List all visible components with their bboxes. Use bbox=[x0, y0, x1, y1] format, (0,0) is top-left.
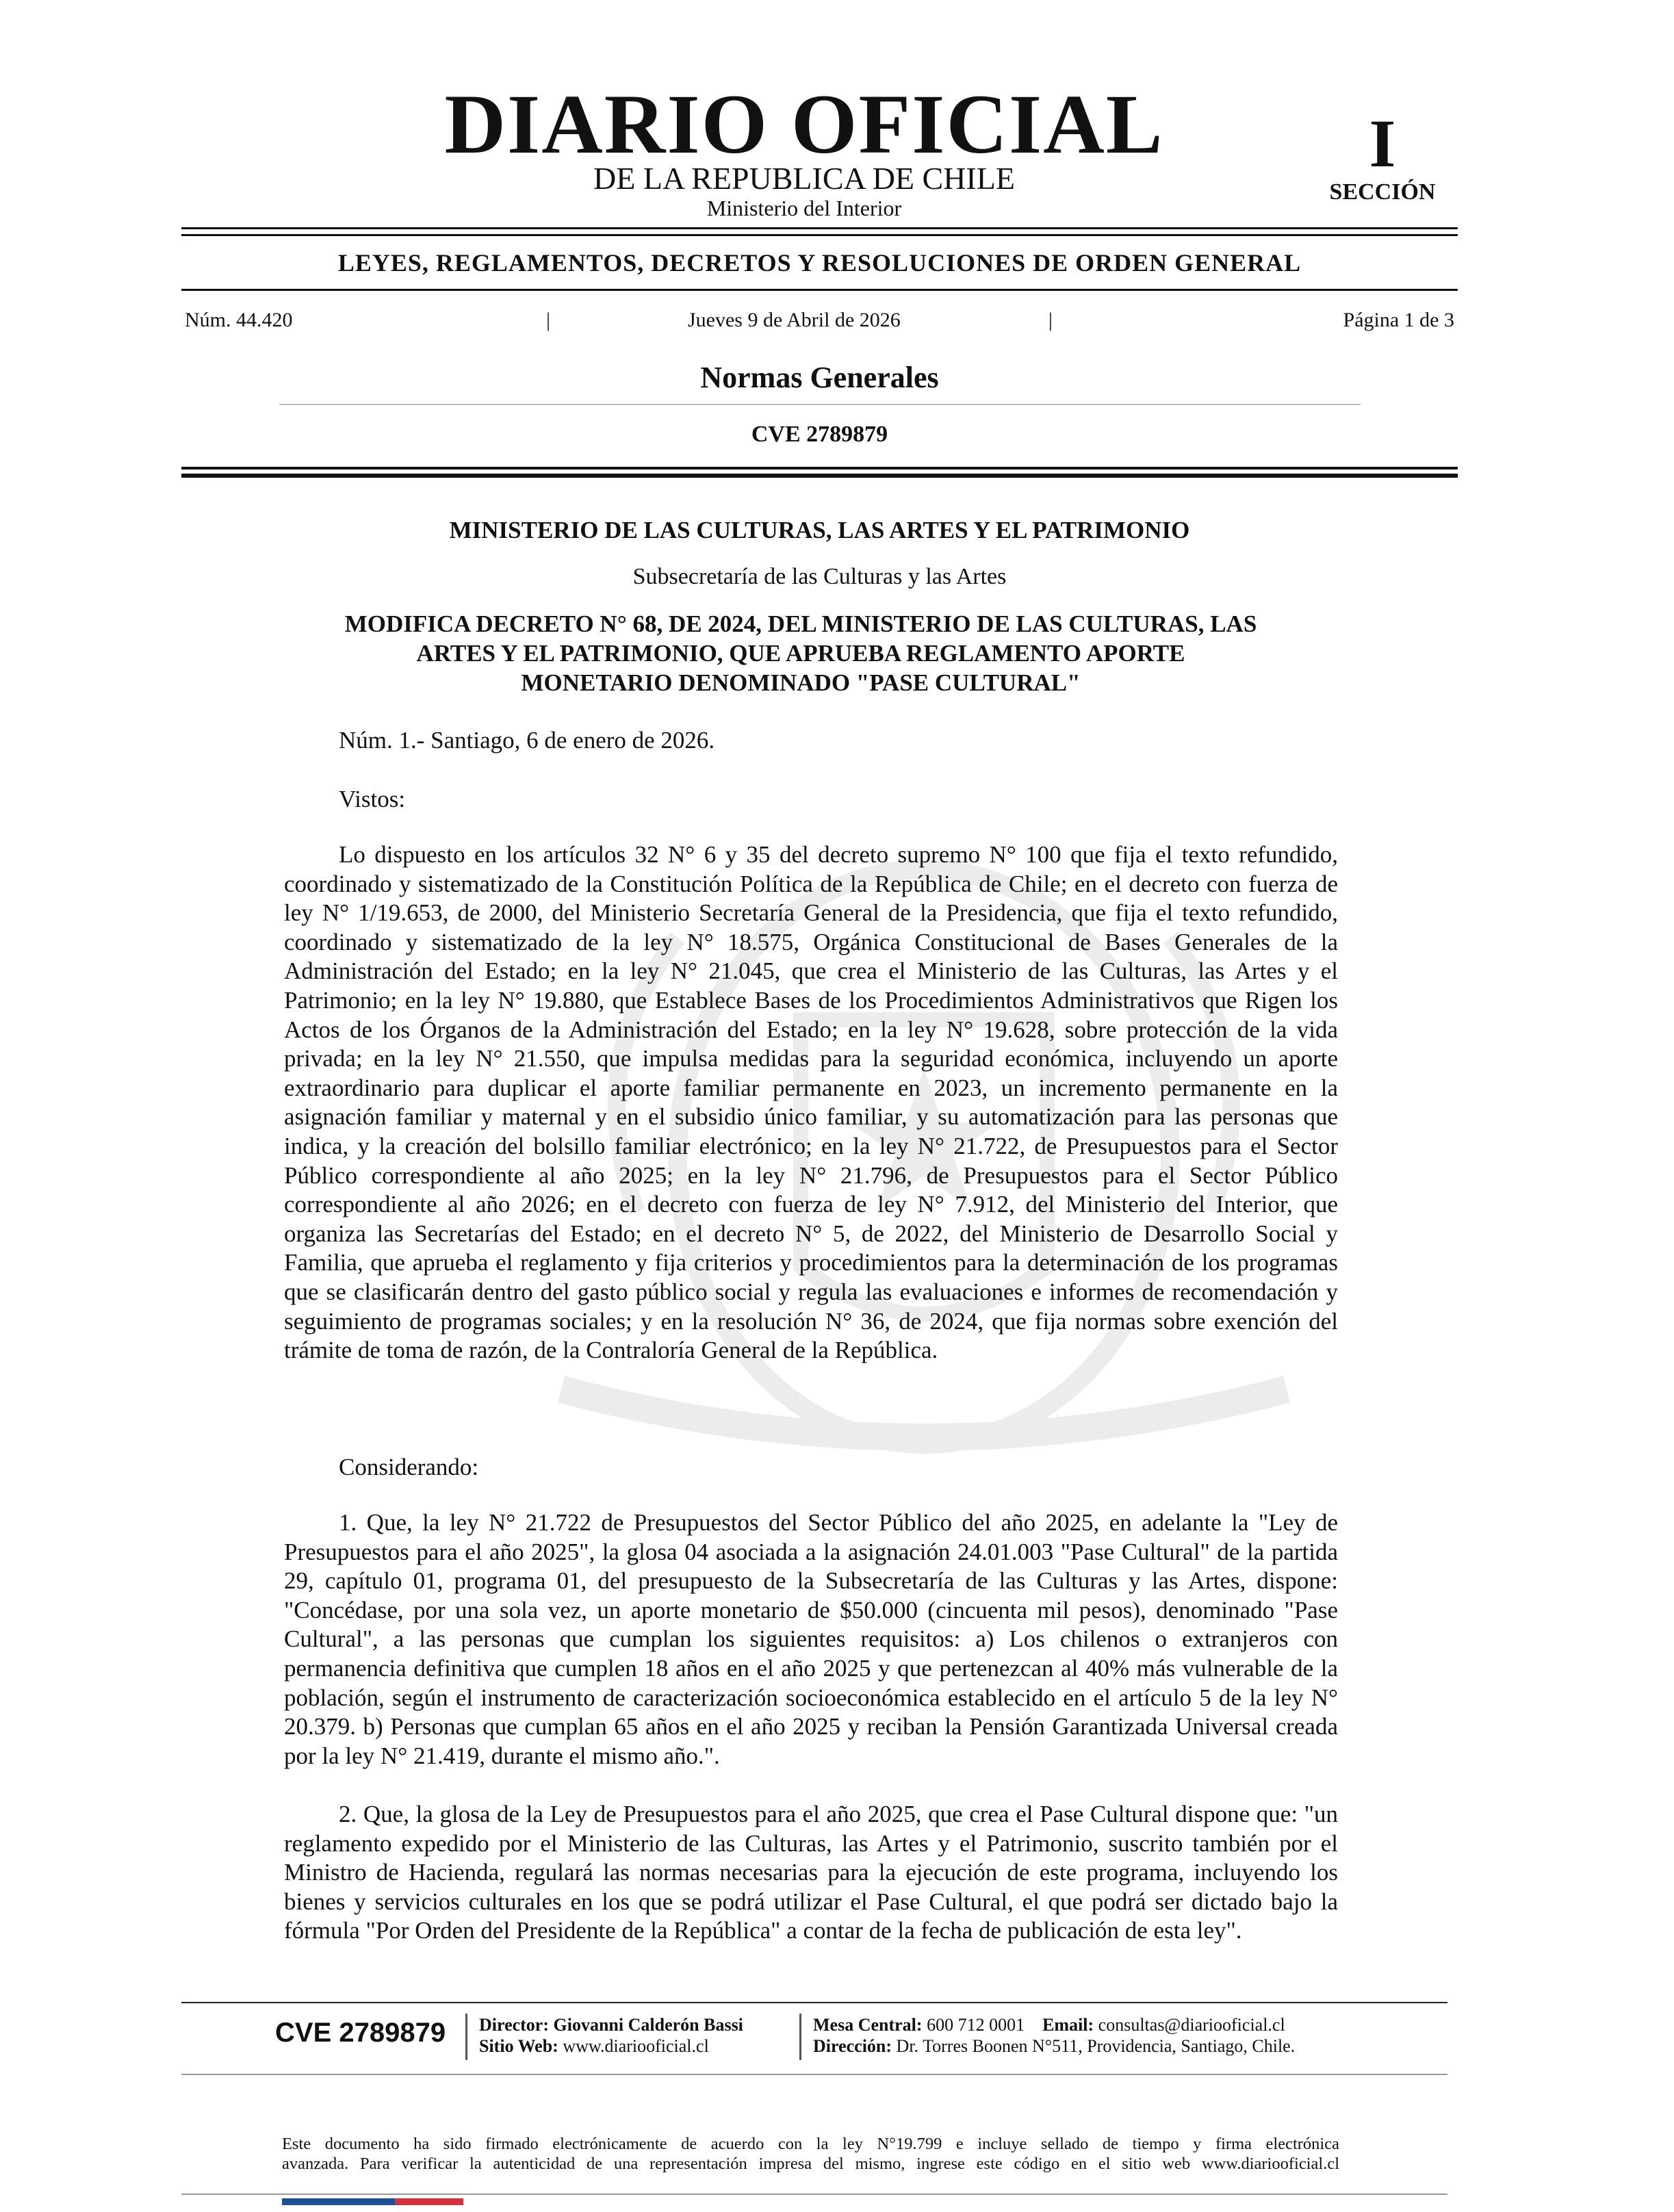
masthead-subtitle: DE LA REPUBLICA DE CHILE bbox=[593, 161, 1015, 196]
vistos-label: Vistos: bbox=[339, 786, 406, 812]
considerando-paragraph-1: 1. Que, la ley N° 21.722 de Presupuestos del Sector Público del año 2025, en adelante la "Ley de Presupuestos para el año 2025", la glosa 04 asociada a la asignación 24.01.003 "Pase Cultural" de la partida 29, capítulo 01, programa 01, del presupuesto de la Subsecretaría de las Culturas y las Artes, dispone: "Concédase, por una sola vez, un aporte monetario de $50.000 (cincuenta mil pesos), denominado "Pase Cultural", a las personas que cumplan los siguientes requisitos: a) Los chilenos o extranjeros con permanencia definitiva que cumplen 18 años en el año 2025 y que pertenezcan al 40% más vulnerable de la población, según el instrumento de caracterización socioeconómica establecido en el artículo 5 de la ley N° 20.379. b) Personas que cumplan 65 años en el año 2025 y reciban la Pensión Garantizada Universal creada por la ley N° 21.419, durante el mismo año.". bbox=[284, 1509, 1338, 1769]
flag-stripe-red bbox=[395, 2198, 463, 2205]
masthead-rule-top bbox=[181, 227, 1458, 229]
sitio-label: Sitio Web: bbox=[479, 2036, 558, 2056]
direccion-label: Dirección: bbox=[813, 2036, 892, 2056]
issue-number: Núm. 44.420 bbox=[185, 309, 293, 331]
sitio-value[interactable]: www.diariooficial.cl bbox=[563, 2036, 709, 2056]
footer-rule-top bbox=[181, 2002, 1447, 2003]
footer-cve-code: CVE 2789879 bbox=[275, 2018, 446, 2048]
document-title bbox=[260, 609, 1341, 697]
considerando-label: Considerando: bbox=[339, 1454, 479, 1480]
mesa-label: Mesa Central: bbox=[813, 2015, 923, 2035]
footer-rule-bottom bbox=[181, 2194, 1447, 2195]
issue-info-row bbox=[185, 307, 1454, 334]
considerando-paragraph-2: 2. Que, la glosa de la Ley de Presupuestos para el año 2025, que crea el Pase Cultural dispone que: "un reglamento expedido por el Ministerio de las Culturas, las Artes y el Patrimonio, suscrito también por el Ministro de Hacienda, regulará las normas necesarias para la ejecución de este programa, incluyendo los bienes y servicios culturales en los que se podrá utilizar el Pase Cultural, el que podrá ser dictado bajo la fórmula "Por Orden del Presidente de la República" a contar de la fecha de publicación de esta ley". bbox=[284, 1801, 1338, 1944]
direccion-value: Dr. Torres Boonen N°511, Providencia, Santiago, Chile. bbox=[896, 2036, 1296, 2056]
header-rule-top bbox=[181, 467, 1458, 470]
masthead-title: DIARIO OFICIAL bbox=[444, 77, 1164, 171]
footer-contact-block bbox=[813, 2014, 1295, 2057]
subsecretaria: Subsecretaría de las Culturas y las Artes bbox=[632, 564, 1007, 589]
issue-separator-1: | bbox=[546, 309, 551, 331]
decree-number-line: Núm. 1.- Santiago, 6 de enero de 2026. bbox=[339, 727, 715, 754]
mesa-value: 600 712 0001 bbox=[927, 2015, 1025, 2035]
footer-separator-2 bbox=[799, 2014, 801, 2060]
document-title-line: ARTES Y EL PATRIMONIO, QUE APRUEBA REGLAMENTO APORTE bbox=[416, 640, 1185, 667]
legal-notice-line-2: avanzada. Para verificar la autenticidad de una representación impresa del mismo, ingrese este código en el sitio web www.diariooficial.cl bbox=[282, 2155, 1339, 2173]
document-title-line: MODIFICA DECRETO N° 68, DE 2024, DEL MINISTERIO DE LAS CULTURAS, LAS bbox=[344, 610, 1257, 637]
section-title: Normas Generales bbox=[700, 361, 939, 394]
flag-stripe-blue bbox=[282, 2198, 395, 2205]
legal-notice bbox=[282, 2134, 1339, 2174]
section-label: SECCIÓN bbox=[1329, 179, 1436, 205]
email-label: Email: bbox=[1042, 2015, 1094, 2035]
footer-separator-1 bbox=[465, 2014, 467, 2060]
section-number: I bbox=[1369, 105, 1396, 181]
masthead-rule-bottom bbox=[181, 234, 1458, 236]
document-title-line: MONETARIO DENOMINADO "PASE CULTURAL" bbox=[521, 669, 1081, 696]
page-indicator: Página 1 de 3 bbox=[1343, 309, 1454, 331]
category-rule bbox=[181, 289, 1458, 291]
vistos-paragraph: Lo dispuesto en los artículos 32 N° 6 y 35 del decreto supremo N° 100 que fija el texto refundido, coordinado y sistematizado de la Constitución Política de la República de Chile; en el decreto con fuerza de ley N° 1/19.653, de 2000, del Ministerio Secretaría General de la Presidencia, que fija el texto refundido, coordinado y sistematizado de la ley N° 18.575, Orgánica Constitucional de Bases Generales de la Administración del Estado; en la ley N° 21.045, que crea el Ministerio de las Culturas, las Artes y el Patrimonio; en la ley N° 19.880, que Establece Bases de los Procedimientos Administrativos que Rigen los Actos de los Órganos de la Administración del Estado; en la ley N° 19.628, sobre protección de la vida privada; en la ley N° 21.550, que impulsa medidas para la seguridad económica, incluyendo un aporte extraordinario para duplicar el aporte familiar permanente en 2023, un incremento permanente en la asignación familiar y maternal y en el subsidio único familiar, y su automatización para las personas que indica, y la creación del bolsillo familiar electrónico; en la ley N° 21.722, de Presupuestos para el Sector Público correspondiente al año 2025; en la ley N° 21.796, de Presupuestos para el Sector Público correspondiente al año 2026; en el decreto con fuerza de ley N° 7.912, del Ministerio del Interior, que organiza las Secretarías del Estado; en el decreto N° 5, de 2022, del Ministerio de Desarrollo Social y Familia, que aprueba el reglamento y fija criterios y procedimientos para la determinación de los programas que se clasificarán dentro del gasto público social y regula las evaluaciones e informes de recomendación y seguimiento de programas sociales; y en la resolución N° 36, de 2024, que fija normas sobre exención del trámite de toma de razón, de la Contraloría General de la República. bbox=[284, 841, 1338, 1364]
issuing-ministry: MINISTERIO DE LAS CULTURAS, LAS ARTES Y EL PATRIMONIO bbox=[449, 517, 1190, 543]
category-heading: LEYES, REGLAMENTOS, DECRETOS Y RESOLUCIONES DE ORDEN GENERAL bbox=[337, 249, 1302, 276]
director-label: Director: bbox=[479, 2015, 550, 2035]
director-name: Giovanni Calderón Bassi bbox=[553, 2015, 743, 2035]
footer-director-block bbox=[479, 2014, 743, 2057]
legal-notice-line-1: Este documento ha sido firmado electrónicamente de acuerdo con la ley N°19.799 e incluye sellado de tiempo y firma electrónica bbox=[282, 2135, 1339, 2153]
masthead-ministry: Ministerio del Interior bbox=[706, 196, 902, 220]
footer-rule-middle bbox=[181, 2074, 1447, 2075]
issue-separator-2: | bbox=[1048, 309, 1053, 331]
section-title-rule bbox=[279, 404, 1361, 405]
email-value[interactable]: consultas@diariooficial.cl bbox=[1098, 2015, 1285, 2035]
issue-date: Jueves 9 de Abril de 2026 bbox=[688, 309, 901, 331]
header-rule-bottom bbox=[181, 474, 1458, 478]
cve-code: CVE 2789879 bbox=[751, 422, 888, 447]
